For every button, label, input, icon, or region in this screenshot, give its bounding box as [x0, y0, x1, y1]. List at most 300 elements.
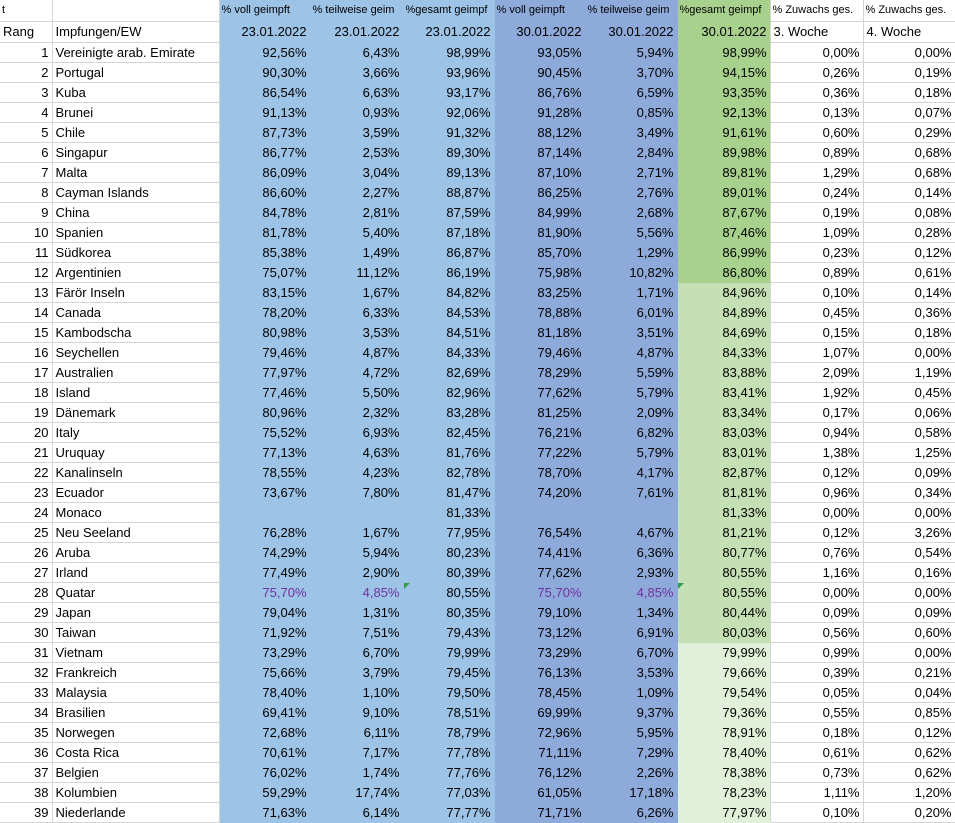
value-cell-t2[interactable]: 2,68%: [585, 203, 677, 223]
value-cell-t1[interactable]: 1,10%: [310, 683, 403, 703]
value-cell-t2[interactable]: 4,85%: [585, 583, 677, 603]
rank-cell[interactable]: 23: [0, 483, 52, 503]
country-cell[interactable]: Kuba: [52, 83, 219, 103]
value-cell-g1[interactable]: 82,78%: [403, 463, 494, 483]
value-cell-g1[interactable]: 93,17%: [403, 83, 494, 103]
value-cell-z4[interactable]: 0,28%: [863, 223, 955, 243]
value-cell-v2[interactable]: 86,76%: [494, 83, 585, 103]
country-cell[interactable]: Brunei: [52, 103, 219, 123]
country-cell[interactable]: Singapur: [52, 143, 219, 163]
country-cell[interactable]: Costa Rica: [52, 743, 219, 763]
rank-cell[interactable]: 3: [0, 83, 52, 103]
country-cell[interactable]: Chile: [52, 123, 219, 143]
value-cell-t2[interactable]: 5,79%: [585, 443, 677, 463]
value-cell-v1[interactable]: 75,07%: [219, 263, 310, 283]
value-cell-g2[interactable]: 80,55%: [677, 563, 770, 583]
value-cell-z4[interactable]: 0,68%: [863, 143, 955, 163]
rank-cell[interactable]: 15: [0, 323, 52, 343]
value-cell-g2[interactable]: 87,46%: [677, 223, 770, 243]
value-cell-g1[interactable]: 77,95%: [403, 523, 494, 543]
value-cell-z3[interactable]: 2,09%: [770, 363, 863, 383]
value-cell-t2[interactable]: 10,82%: [585, 263, 677, 283]
value-cell-g2[interactable]: 89,01%: [677, 183, 770, 203]
value-cell-t2[interactable]: 4,17%: [585, 463, 677, 483]
value-cell-t1[interactable]: 5,94%: [310, 543, 403, 563]
value-cell-t2[interactable]: 1,34%: [585, 603, 677, 623]
column-subheader-8[interactable]: 4. Woche: [863, 22, 955, 43]
value-cell-g1[interactable]: 77,03%: [403, 783, 494, 803]
header-blank-cell[interactable]: [52, 0, 219, 22]
value-cell-z3[interactable]: 0,00%: [770, 43, 863, 63]
value-cell-t1[interactable]: [310, 503, 403, 523]
value-cell-z3[interactable]: 0,09%: [770, 603, 863, 623]
value-cell-z3[interactable]: 0,45%: [770, 303, 863, 323]
value-cell-g2[interactable]: 83,88%: [677, 363, 770, 383]
country-cell[interactable]: Spanien: [52, 223, 219, 243]
value-cell-z4[interactable]: 0,00%: [863, 583, 955, 603]
value-cell-t1[interactable]: 7,17%: [310, 743, 403, 763]
value-cell-g2[interactable]: 84,69%: [677, 323, 770, 343]
column-subheader-2[interactable]: 23.01.2022: [310, 22, 403, 43]
rank-cell[interactable]: 26: [0, 543, 52, 563]
value-cell-v1[interactable]: 80,96%: [219, 403, 310, 423]
value-cell-t1[interactable]: 3,04%: [310, 163, 403, 183]
value-cell-z3[interactable]: 0,56%: [770, 623, 863, 643]
value-cell-v2[interactable]: 76,21%: [494, 423, 585, 443]
country-cell[interactable]: Australien: [52, 363, 219, 383]
value-cell-g1[interactable]: 77,76%: [403, 763, 494, 783]
country-cell[interactable]: Malaysia: [52, 683, 219, 703]
value-cell-v2[interactable]: 79,46%: [494, 343, 585, 363]
value-cell-t2[interactable]: 6,91%: [585, 623, 677, 643]
value-cell-v2[interactable]: 78,88%: [494, 303, 585, 323]
value-cell-z3[interactable]: 0,15%: [770, 323, 863, 343]
value-cell-z3[interactable]: 0,12%: [770, 463, 863, 483]
value-cell-z4[interactable]: 0,00%: [863, 343, 955, 363]
value-cell-z4[interactable]: 0,18%: [863, 83, 955, 103]
country-cell[interactable]: Südkorea: [52, 243, 219, 263]
value-cell-v1[interactable]: 78,55%: [219, 463, 310, 483]
column-subheader-5[interactable]: 30.01.2022: [585, 22, 677, 43]
value-cell-t2[interactable]: 6,01%: [585, 303, 677, 323]
value-cell-t1[interactable]: 4,87%: [310, 343, 403, 363]
country-cell[interactable]: Canada: [52, 303, 219, 323]
value-cell-z4[interactable]: 0,04%: [863, 683, 955, 703]
value-cell-g1[interactable]: 88,87%: [403, 183, 494, 203]
value-cell-g1[interactable]: 80,55%: [403, 583, 494, 603]
value-cell-z4[interactable]: 0,09%: [863, 603, 955, 623]
value-cell-z4[interactable]: 0,68%: [863, 163, 955, 183]
value-cell-g2[interactable]: 80,03%: [677, 623, 770, 643]
value-cell-v1[interactable]: 70,61%: [219, 743, 310, 763]
rank-cell[interactable]: 36: [0, 743, 52, 763]
value-cell-v1[interactable]: 75,52%: [219, 423, 310, 443]
value-cell-v1[interactable]: 86,54%: [219, 83, 310, 103]
value-cell-g2[interactable]: 83,41%: [677, 383, 770, 403]
value-cell-t1[interactable]: 9,10%: [310, 703, 403, 723]
rank-cell[interactable]: 24: [0, 503, 52, 523]
value-cell-v2[interactable]: 61,05%: [494, 783, 585, 803]
value-cell-z4[interactable]: 0,62%: [863, 763, 955, 783]
rank-cell[interactable]: 19: [0, 403, 52, 423]
rank-cell[interactable]: 33: [0, 683, 52, 703]
value-cell-t1[interactable]: 3,59%: [310, 123, 403, 143]
country-cell[interactable]: Kolumbien: [52, 783, 219, 803]
country-cell[interactable]: Seychellen: [52, 343, 219, 363]
value-cell-z3[interactable]: 0,17%: [770, 403, 863, 423]
value-cell-v1[interactable]: 77,97%: [219, 363, 310, 383]
value-cell-t2[interactable]: 2,76%: [585, 183, 677, 203]
value-cell-t2[interactable]: 17,18%: [585, 783, 677, 803]
value-cell-g2[interactable]: 83,34%: [677, 403, 770, 423]
value-cell-z3[interactable]: 1,07%: [770, 343, 863, 363]
value-cell-t1[interactable]: 5,40%: [310, 223, 403, 243]
value-cell-t2[interactable]: [585, 503, 677, 523]
value-cell-g2[interactable]: 91,61%: [677, 123, 770, 143]
value-cell-g2[interactable]: 92,13%: [677, 103, 770, 123]
value-cell-g2[interactable]: 80,44%: [677, 603, 770, 623]
value-cell-g1[interactable]: 86,87%: [403, 243, 494, 263]
value-cell-t1[interactable]: 3,53%: [310, 323, 403, 343]
value-cell-v1[interactable]: 91,13%: [219, 103, 310, 123]
rank-cell[interactable]: 38: [0, 783, 52, 803]
value-cell-t1[interactable]: 2,90%: [310, 563, 403, 583]
value-cell-v2[interactable]: 73,12%: [494, 623, 585, 643]
value-cell-g1[interactable]: 84,82%: [403, 283, 494, 303]
value-cell-z3[interactable]: 0,18%: [770, 723, 863, 743]
value-cell-t1[interactable]: 4,63%: [310, 443, 403, 463]
value-cell-v1[interactable]: [219, 503, 310, 523]
value-cell-z4[interactable]: 0,12%: [863, 243, 955, 263]
rank-cell[interactable]: 37: [0, 763, 52, 783]
value-cell-g1[interactable]: 77,77%: [403, 803, 494, 823]
country-cell[interactable]: Kanalinseln: [52, 463, 219, 483]
rank-cell[interactable]: 8: [0, 183, 52, 203]
value-cell-g2[interactable]: 82,87%: [677, 463, 770, 483]
value-cell-g2[interactable]: 78,23%: [677, 783, 770, 803]
value-cell-z3[interactable]: 0,39%: [770, 663, 863, 683]
rank-cell[interactable]: 6: [0, 143, 52, 163]
value-cell-t2[interactable]: 2,93%: [585, 563, 677, 583]
value-cell-v2[interactable]: 90,45%: [494, 63, 585, 83]
value-cell-v2[interactable]: 78,29%: [494, 363, 585, 383]
value-cell-t2[interactable]: 6,26%: [585, 803, 677, 823]
value-cell-z4[interactable]: 0,85%: [863, 703, 955, 723]
value-cell-t1[interactable]: 1,74%: [310, 763, 403, 783]
value-cell-g1[interactable]: 89,30%: [403, 143, 494, 163]
value-cell-g1[interactable]: 79,99%: [403, 643, 494, 663]
value-cell-g1[interactable]: 79,50%: [403, 683, 494, 703]
value-cell-g2[interactable]: 83,03%: [677, 423, 770, 443]
value-cell-g2[interactable]: 78,91%: [677, 723, 770, 743]
country-cell[interactable]: Vereinigte arab. Emirate: [52, 43, 219, 63]
value-cell-g2[interactable]: 83,01%: [677, 443, 770, 463]
value-cell-v1[interactable]: 71,63%: [219, 803, 310, 823]
value-cell-g1[interactable]: 83,28%: [403, 403, 494, 423]
value-cell-t2[interactable]: 3,53%: [585, 663, 677, 683]
value-cell-t2[interactable]: 2,84%: [585, 143, 677, 163]
value-cell-g2[interactable]: 79,99%: [677, 643, 770, 663]
column-title-5[interactable]: % teilweise geim: [585, 0, 677, 22]
value-cell-g1[interactable]: 81,76%: [403, 443, 494, 463]
value-cell-v2[interactable]: 91,28%: [494, 103, 585, 123]
country-cell[interactable]: Portugal: [52, 63, 219, 83]
value-cell-z3[interactable]: 0,10%: [770, 803, 863, 823]
value-cell-t2[interactable]: 2,71%: [585, 163, 677, 183]
value-cell-g1[interactable]: 80,23%: [403, 543, 494, 563]
value-cell-v1[interactable]: 90,30%: [219, 63, 310, 83]
column-subheader-4[interactable]: 30.01.2022: [494, 22, 585, 43]
rank-cell[interactable]: 1: [0, 43, 52, 63]
value-cell-z4[interactable]: 0,21%: [863, 663, 955, 683]
country-cell[interactable]: Irland: [52, 563, 219, 583]
rank-cell[interactable]: 13: [0, 283, 52, 303]
column-subheader-7[interactable]: 3. Woche: [770, 22, 863, 43]
value-cell-v1[interactable]: 86,77%: [219, 143, 310, 163]
value-cell-z3[interactable]: 0,10%: [770, 283, 863, 303]
value-cell-t2[interactable]: 4,67%: [585, 523, 677, 543]
value-cell-t1[interactable]: 1,67%: [310, 523, 403, 543]
value-cell-v1[interactable]: 80,98%: [219, 323, 310, 343]
country-cell[interactable]: Uruquay: [52, 443, 219, 463]
value-cell-v1[interactable]: 74,29%: [219, 543, 310, 563]
value-cell-v2[interactable]: 79,10%: [494, 603, 585, 623]
value-cell-z3[interactable]: 0,94%: [770, 423, 863, 443]
value-cell-t2[interactable]: 5,95%: [585, 723, 677, 743]
value-cell-t2[interactable]: 6,70%: [585, 643, 677, 663]
value-cell-z3[interactable]: 1,11%: [770, 783, 863, 803]
value-cell-g1[interactable]: 84,53%: [403, 303, 494, 323]
value-cell-v1[interactable]: 76,02%: [219, 763, 310, 783]
value-cell-g1[interactable]: 82,45%: [403, 423, 494, 443]
value-cell-v2[interactable]: 78,45%: [494, 683, 585, 703]
rank-cell[interactable]: 5: [0, 123, 52, 143]
value-cell-z3[interactable]: 0,00%: [770, 583, 863, 603]
country-cell[interactable]: Neu Seeland: [52, 523, 219, 543]
rank-cell[interactable]: 16: [0, 343, 52, 363]
country-cell[interactable]: Vietnam: [52, 643, 219, 663]
rank-cell[interactable]: 4: [0, 103, 52, 123]
column-title-7[interactable]: % Zuwachs ges.: [770, 0, 863, 22]
country-cell[interactable]: Norwegen: [52, 723, 219, 743]
value-cell-t2[interactable]: 3,70%: [585, 63, 677, 83]
value-cell-z3[interactable]: 0,05%: [770, 683, 863, 703]
rank-cell[interactable]: 11: [0, 243, 52, 263]
value-cell-z4[interactable]: 0,36%: [863, 303, 955, 323]
value-cell-g2[interactable]: 89,98%: [677, 143, 770, 163]
value-cell-z4[interactable]: 0,07%: [863, 103, 955, 123]
value-cell-z4[interactable]: 0,00%: [863, 643, 955, 663]
value-cell-t1[interactable]: 1,49%: [310, 243, 403, 263]
value-cell-g2[interactable]: 93,35%: [677, 83, 770, 103]
country-cell[interactable]: Frankreich: [52, 663, 219, 683]
rank-cell[interactable]: 18: [0, 383, 52, 403]
value-cell-z3[interactable]: 0,19%: [770, 203, 863, 223]
rank-cell[interactable]: 12: [0, 263, 52, 283]
value-cell-v1[interactable]: 69,41%: [219, 703, 310, 723]
value-cell-v1[interactable]: 86,60%: [219, 183, 310, 203]
value-cell-t1[interactable]: 6,93%: [310, 423, 403, 443]
value-cell-v2[interactable]: 87,10%: [494, 163, 585, 183]
value-cell-v1[interactable]: 79,46%: [219, 343, 310, 363]
value-cell-v2[interactable]: 74,41%: [494, 543, 585, 563]
rank-cell[interactable]: 21: [0, 443, 52, 463]
value-cell-v2[interactable]: 81,18%: [494, 323, 585, 343]
value-cell-t1[interactable]: 7,51%: [310, 623, 403, 643]
value-cell-z4[interactable]: 0,06%: [863, 403, 955, 423]
value-cell-z4[interactable]: 0,16%: [863, 563, 955, 583]
value-cell-v1[interactable]: 78,20%: [219, 303, 310, 323]
value-cell-g2[interactable]: 80,77%: [677, 543, 770, 563]
value-cell-t2[interactable]: 6,82%: [585, 423, 677, 443]
column-title-1[interactable]: % voll geimpft: [219, 0, 310, 22]
value-cell-t1[interactable]: 6,70%: [310, 643, 403, 663]
value-cell-t1[interactable]: 7,80%: [310, 483, 403, 503]
value-cell-g2[interactable]: 87,67%: [677, 203, 770, 223]
value-cell-z3[interactable]: 0,76%: [770, 543, 863, 563]
country-cell[interactable]: Japan: [52, 603, 219, 623]
value-cell-g1[interactable]: 84,51%: [403, 323, 494, 343]
value-cell-v2[interactable]: 77,22%: [494, 443, 585, 463]
country-cell[interactable]: China: [52, 203, 219, 223]
value-cell-g1[interactable]: 89,13%: [403, 163, 494, 183]
column-title-4[interactable]: % voll geimpft: [494, 0, 585, 22]
country-cell[interactable]: Monaco: [52, 503, 219, 523]
value-cell-z4[interactable]: 0,12%: [863, 723, 955, 743]
column-subheader-1[interactable]: 23.01.2022: [219, 22, 310, 43]
value-cell-z4[interactable]: 0,18%: [863, 323, 955, 343]
value-cell-v1[interactable]: 75,66%: [219, 663, 310, 683]
value-cell-z3[interactable]: 0,36%: [770, 83, 863, 103]
country-cell[interactable]: Island: [52, 383, 219, 403]
rank-cell[interactable]: 17: [0, 363, 52, 383]
country-cell[interactable]: Malta: [52, 163, 219, 183]
value-cell-z4[interactable]: 1,20%: [863, 783, 955, 803]
value-cell-t2[interactable]: 1,09%: [585, 683, 677, 703]
value-cell-g1[interactable]: 92,06%: [403, 103, 494, 123]
country-cell[interactable]: Argentinien: [52, 263, 219, 283]
value-cell-g2[interactable]: 78,38%: [677, 763, 770, 783]
value-cell-v1[interactable]: 73,29%: [219, 643, 310, 663]
value-cell-t2[interactable]: 3,51%: [585, 323, 677, 343]
value-cell-z4[interactable]: 1,19%: [863, 363, 955, 383]
column-title-6[interactable]: %gesamt geimpf: [677, 0, 770, 22]
value-cell-t1[interactable]: 4,23%: [310, 463, 403, 483]
value-cell-z3[interactable]: 1,92%: [770, 383, 863, 403]
value-cell-t1[interactable]: 2,32%: [310, 403, 403, 423]
country-cell[interactable]: Brasilien: [52, 703, 219, 723]
value-cell-z4[interactable]: 0,60%: [863, 623, 955, 643]
country-cell[interactable]: Ecuador: [52, 483, 219, 503]
value-cell-t1[interactable]: 6,14%: [310, 803, 403, 823]
value-cell-g1[interactable]: 79,43%: [403, 623, 494, 643]
value-cell-g2[interactable]: 86,99%: [677, 243, 770, 263]
value-cell-g2[interactable]: 79,54%: [677, 683, 770, 703]
value-cell-z4[interactable]: 0,19%: [863, 63, 955, 83]
value-cell-t2[interactable]: 5,56%: [585, 223, 677, 243]
value-cell-v1[interactable]: 92,56%: [219, 43, 310, 63]
value-cell-z4[interactable]: 3,26%: [863, 523, 955, 543]
value-cell-z4[interactable]: 1,25%: [863, 443, 955, 463]
value-cell-v2[interactable]: 93,05%: [494, 43, 585, 63]
value-cell-v2[interactable]: 87,14%: [494, 143, 585, 163]
value-cell-g2[interactable]: 81,21%: [677, 523, 770, 543]
value-cell-g1[interactable]: 81,33%: [403, 503, 494, 523]
value-cell-v2[interactable]: 84,99%: [494, 203, 585, 223]
value-cell-v1[interactable]: 72,68%: [219, 723, 310, 743]
rank-cell[interactable]: 25: [0, 523, 52, 543]
value-cell-z3[interactable]: 0,89%: [770, 143, 863, 163]
value-cell-z3[interactable]: 0,13%: [770, 103, 863, 123]
value-cell-g1[interactable]: 91,32%: [403, 123, 494, 143]
value-cell-z3[interactable]: 0,89%: [770, 263, 863, 283]
value-cell-g1[interactable]: 98,99%: [403, 43, 494, 63]
value-cell-z3[interactable]: 0,23%: [770, 243, 863, 263]
rank-cell[interactable]: 2: [0, 63, 52, 83]
value-cell-z4[interactable]: 0,00%: [863, 43, 955, 63]
value-cell-v2[interactable]: 76,12%: [494, 763, 585, 783]
value-cell-v1[interactable]: 79,04%: [219, 603, 310, 623]
value-cell-z4[interactable]: 0,20%: [863, 803, 955, 823]
country-cell[interactable]: Aruba: [52, 543, 219, 563]
value-cell-t2[interactable]: 9,37%: [585, 703, 677, 723]
value-cell-g2[interactable]: 81,81%: [677, 483, 770, 503]
value-cell-z3[interactable]: 0,24%: [770, 183, 863, 203]
value-cell-t1[interactable]: 4,72%: [310, 363, 403, 383]
value-cell-t1[interactable]: 1,67%: [310, 283, 403, 303]
value-cell-z3[interactable]: 0,00%: [770, 503, 863, 523]
value-cell-t2[interactable]: 2,26%: [585, 763, 677, 783]
value-cell-v2[interactable]: 81,25%: [494, 403, 585, 423]
value-cell-v1[interactable]: 84,78%: [219, 203, 310, 223]
column-title-3[interactable]: %gesamt geimpf: [403, 0, 494, 22]
value-cell-t2[interactable]: 0,85%: [585, 103, 677, 123]
value-cell-t2[interactable]: 2,09%: [585, 403, 677, 423]
value-cell-g1[interactable]: 78,51%: [403, 703, 494, 723]
value-cell-z3[interactable]: 0,26%: [770, 63, 863, 83]
value-cell-t1[interactable]: 6,33%: [310, 303, 403, 323]
value-cell-v1[interactable]: 77,49%: [219, 563, 310, 583]
value-cell-v1[interactable]: 71,92%: [219, 623, 310, 643]
rank-cell[interactable]: 22: [0, 463, 52, 483]
value-cell-v1[interactable]: 59,29%: [219, 783, 310, 803]
value-cell-t1[interactable]: 0,93%: [310, 103, 403, 123]
value-cell-t1[interactable]: 2,53%: [310, 143, 403, 163]
value-cell-v2[interactable]: 76,54%: [494, 523, 585, 543]
rank-cell[interactable]: 39: [0, 803, 52, 823]
country-cell[interactable]: Färör Inseln: [52, 283, 219, 303]
value-cell-z4[interactable]: 0,00%: [863, 503, 955, 523]
value-cell-t1[interactable]: 2,81%: [310, 203, 403, 223]
value-cell-v1[interactable]: 75,70%: [219, 583, 310, 603]
value-cell-z3[interactable]: 0,61%: [770, 743, 863, 763]
column-title-2[interactable]: % teilweise geim: [310, 0, 403, 22]
rank-cell[interactable]: 20: [0, 423, 52, 443]
value-cell-t1[interactable]: 6,43%: [310, 43, 403, 63]
value-cell-g1[interactable]: 77,78%: [403, 743, 494, 763]
value-cell-g2[interactable]: 81,33%: [677, 503, 770, 523]
value-cell-z4[interactable]: 0,58%: [863, 423, 955, 443]
rank-cell[interactable]: 31: [0, 643, 52, 663]
column-title-8[interactable]: % Zuwachs ges.: [863, 0, 955, 22]
value-cell-v1[interactable]: 87,73%: [219, 123, 310, 143]
value-cell-t2[interactable]: 5,94%: [585, 43, 677, 63]
value-cell-t1[interactable]: 3,79%: [310, 663, 403, 683]
value-cell-g2[interactable]: 78,40%: [677, 743, 770, 763]
value-cell-z3[interactable]: 0,60%: [770, 123, 863, 143]
value-cell-z3[interactable]: 0,55%: [770, 703, 863, 723]
value-cell-z4[interactable]: 0,09%: [863, 463, 955, 483]
